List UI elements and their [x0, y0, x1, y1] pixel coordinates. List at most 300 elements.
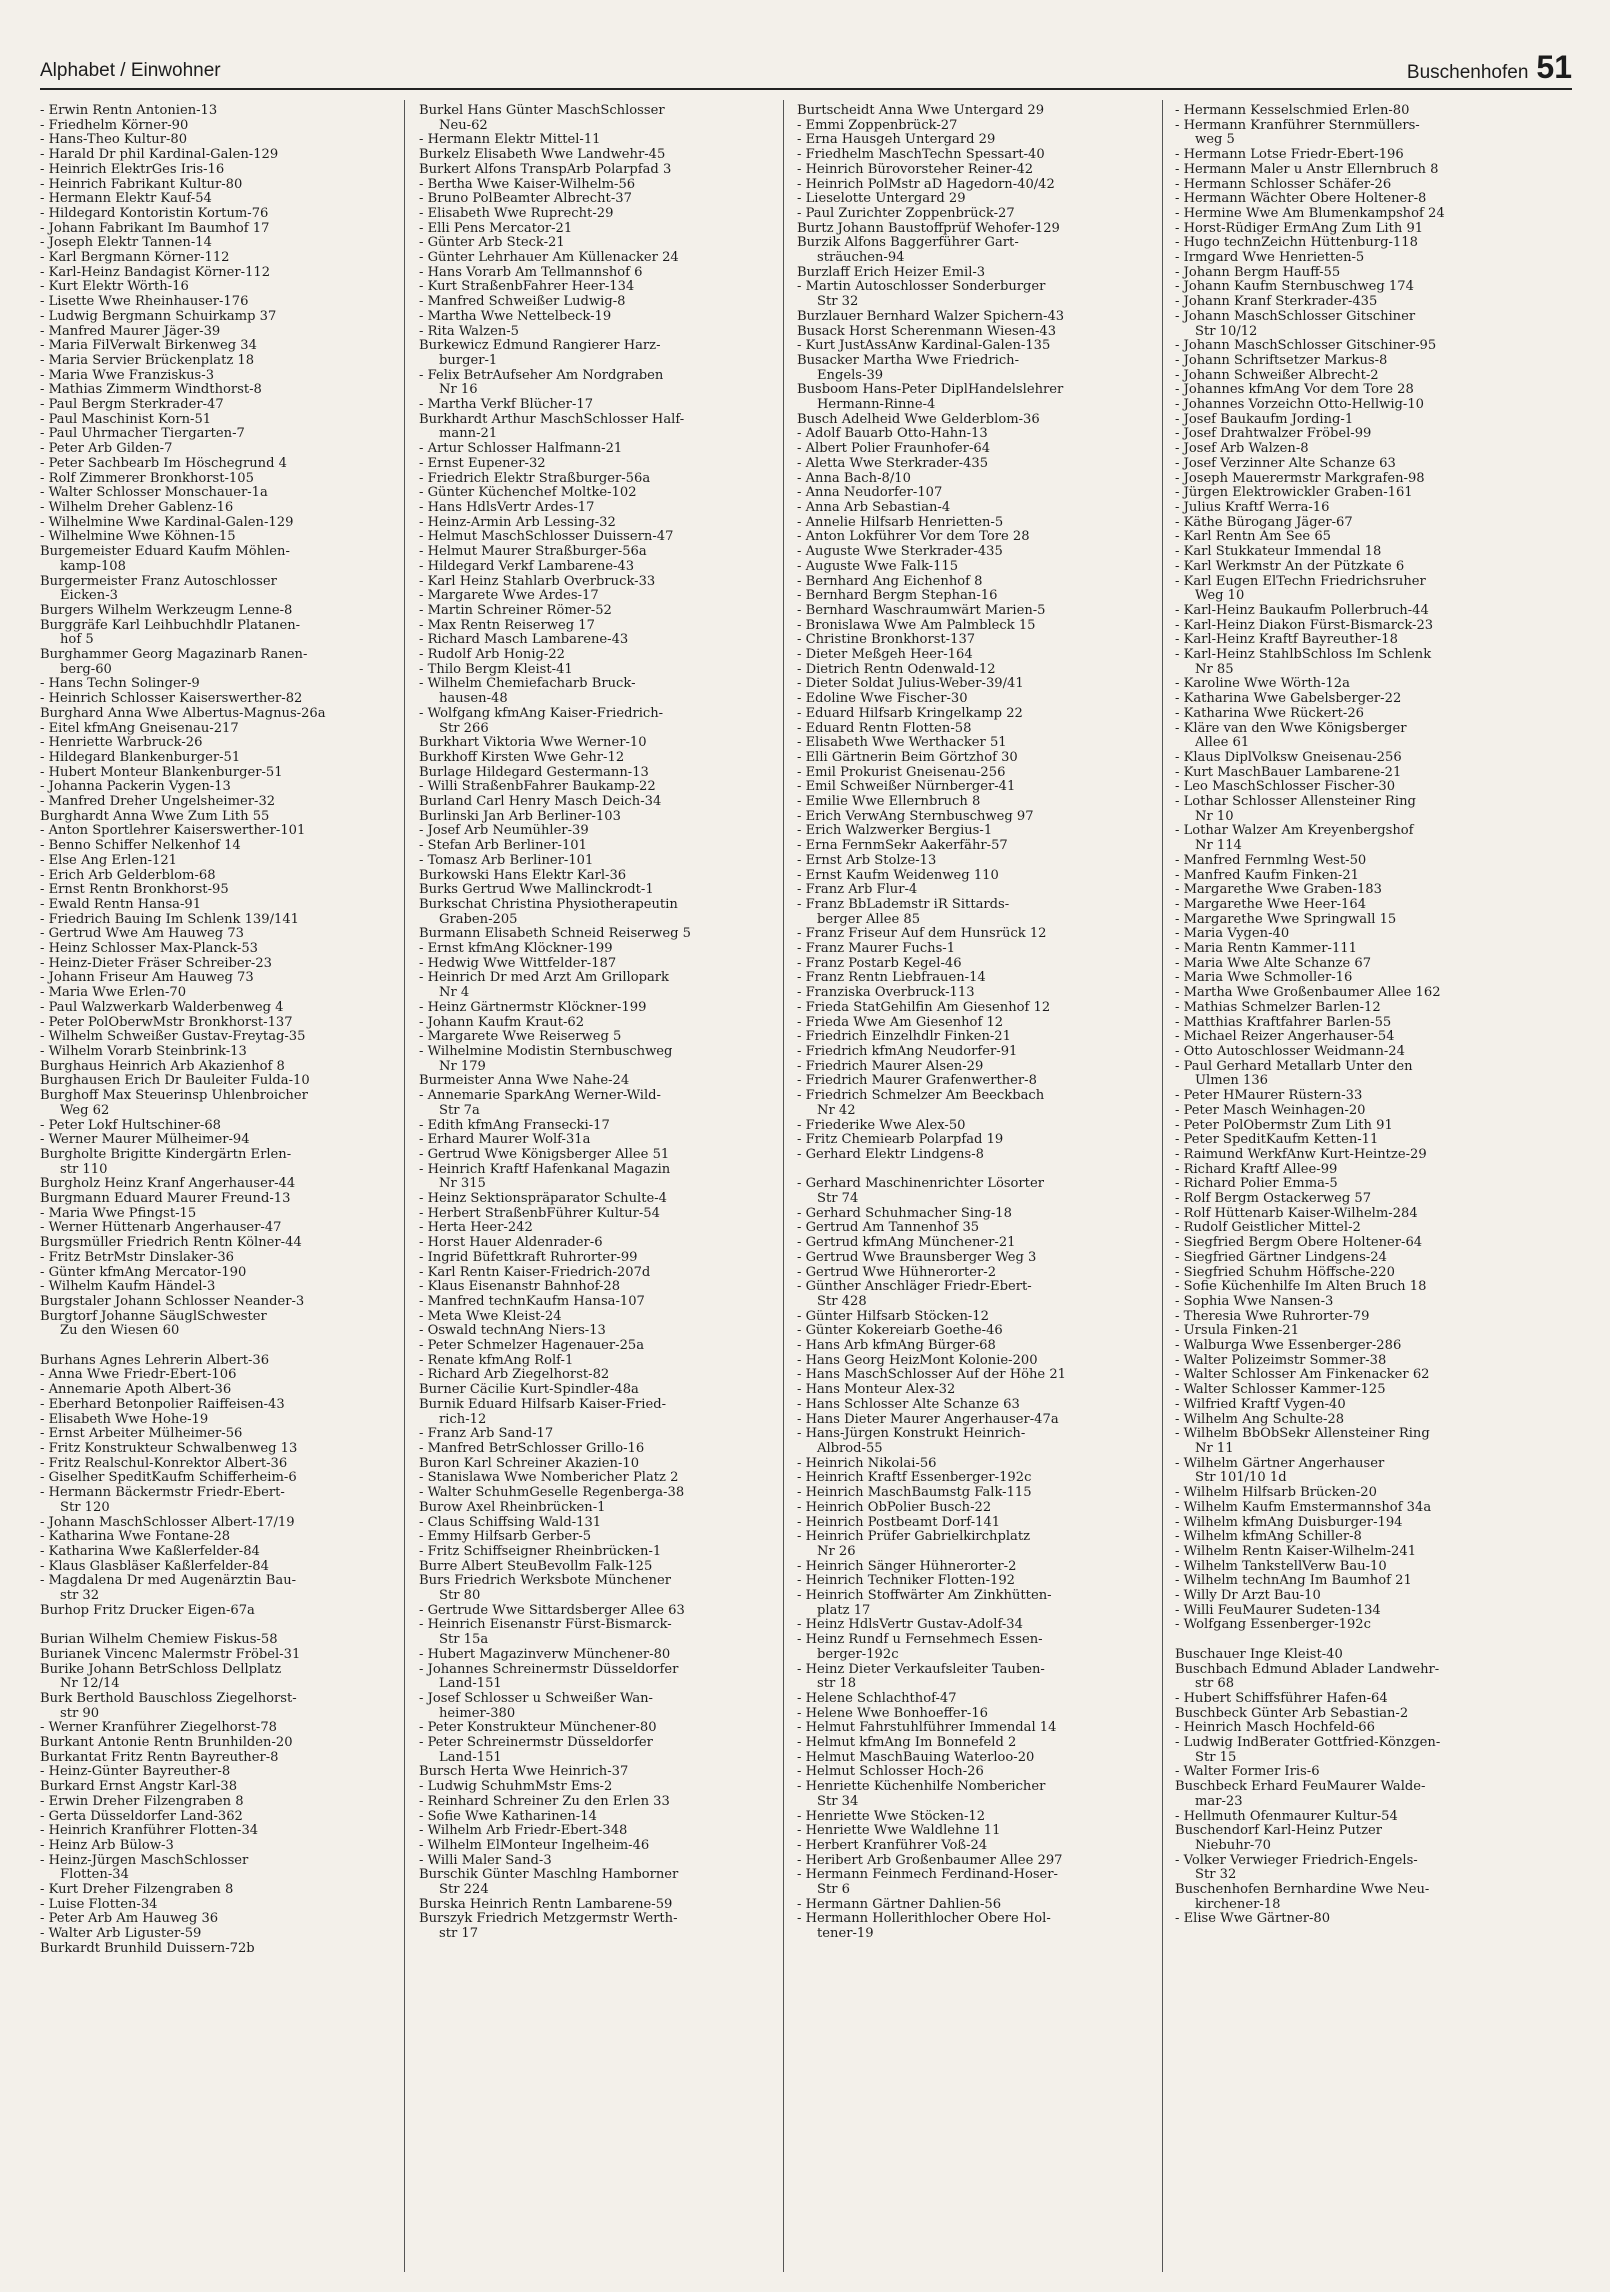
entry-line: - Hermann Elektr Kauf-54	[40, 192, 212, 207]
entry-continuation: burger-1	[439, 353, 498, 368]
entry-line: - Auguste Wwe Sterkrader-435	[797, 545, 1003, 560]
entry-line: - Heinrich Postbeamt Dorf-141	[797, 1515, 1001, 1530]
entry-line: - Heinz Gärtnermstr Klöckner-199	[419, 1000, 647, 1015]
entry-line: - Elisabeth Wwe Ruprecht-29	[419, 206, 614, 221]
entry-line: - Elli Pens Mercator-21	[419, 221, 573, 236]
entry-line: - Meta Wwe Kleist-24	[419, 1309, 562, 1324]
entry-spacer	[797, 1163, 1155, 1178]
entry-line: - Herbert StraßenbFührer Kultur-54	[419, 1206, 660, 1221]
surname-entry: Buschenhofen Bernhardine Wwe Neu-	[1175, 1883, 1430, 1898]
entry-line: - Ernst Kaufm Weidenweg 110	[797, 868, 999, 883]
directory-columns	[40, 104, 1572, 2274]
entry-continuation: Hermann-Rinne-4	[817, 398, 936, 413]
entry-continuation: Neu-62	[439, 118, 488, 133]
entry-line: - Peter Arb Am Hauweg 36	[40, 1912, 219, 1927]
entry-line: - Peter Masch Weinhagen-20	[1175, 1103, 1366, 1118]
entry-line: - Wilhelm Schweißer Gustav-Freytag-35	[40, 1030, 306, 1045]
entry-line: - Johannes Schreinermstr Düsseldorfer	[419, 1662, 679, 1677]
entry-line: - Peter SpeditKaufm Ketten-11	[1175, 1133, 1379, 1148]
entry-line: - Heinrich Kranführer Flotten-34	[40, 1824, 259, 1839]
entry-line: - Peter HMaurer Rüstern-33	[1175, 1089, 1363, 1104]
entry-line: - Hermann Gärtner Dahlien-56	[797, 1897, 1002, 1912]
entry-line: - Richard Masch Lambarene-43	[419, 633, 629, 648]
entry-line: - Wilhelm TankstellVerw Bau-10	[1175, 1559, 1387, 1574]
surname-entry: Burkel Hans Günter MaschSchlosser	[419, 104, 665, 118]
entry-line: - Dietrich Rentn Odenwald-12	[797, 662, 996, 677]
entry-line: - Margarethe Wwe Heer-164	[1175, 897, 1367, 912]
entry-line: - Wilhelmine Modistin Sternbuschweg	[419, 1045, 673, 1059]
entry-line: - Fritz BetrMstr Dinslaker-36	[40, 1250, 235, 1265]
entry-line: - Henriette Wwe Waldlehne 11	[797, 1824, 1001, 1839]
surname-entry: Burghaus Heinrich Arb Akazienhof 8	[40, 1059, 285, 1074]
entry-line: - Joseph Elektr Tannen-14	[40, 236, 212, 251]
entry-line: - Ernst Arbeiter Mülheimer-56	[40, 1427, 243, 1442]
surname-entry: Buschbeck Günter Arb Sebastian-2	[1175, 1706, 1409, 1721]
entry-line: - Hermann Schlosser Schäfer-26	[1175, 177, 1392, 192]
entry-line: - Heinrich MaschBaumstg Falk-115	[797, 1486, 1032, 1501]
entry-line: - Peter Arb Gilden-7	[40, 442, 173, 457]
entry-line: - Günter Kokereiarb Goethe-46	[797, 1324, 1003, 1339]
surname-entry: Burtscheidt Anna Wwe Untergard 29	[797, 104, 1045, 118]
entry-line: - Johann Friseur Am Hauweg 73	[40, 971, 254, 986]
entry-continuation: sträuchen-94	[817, 251, 905, 266]
entry-line: - Johann Schriftsetzer Markus-8	[1175, 353, 1388, 368]
entry-line: - Wilhelm Arb Friedr-Ebert-348	[419, 1824, 628, 1839]
entry-line: - Ingrid Büfettkraft Ruhrorter-99	[419, 1250, 638, 1265]
entry-line: - Katharina Wwe Kaßlerfelder-84	[40, 1544, 260, 1559]
entry-line: - Erna Hausgeh Untergard 29	[797, 133, 996, 148]
entry-continuation: hof 5	[60, 633, 94, 648]
surname-entry: Burland Carl Henry Masch Deich-34	[419, 795, 662, 810]
entry-line: - Richard Polier Emma-5	[1175, 1177, 1338, 1192]
entry-line: - Elisabeth Wwe Werthacker 51	[797, 736, 1007, 751]
entry-line: - Wilhelm kfmAng Duisburger-194	[1175, 1515, 1403, 1530]
entry-line: - Werner Hüttenarb Angerhauser-47	[40, 1221, 282, 1236]
entry-line: - Bernhard Bergm Stephan-16	[797, 589, 998, 604]
surname-entry: Burgers Wilhelm Werkzeugm Lenne-8	[40, 603, 293, 618]
surname-entry: Burs Friedrich Werksbote Münchener	[419, 1574, 671, 1589]
surname-entry: Burkhoff Kirsten Wwe Gehr-12	[419, 750, 625, 765]
surname-entry: Burks Gertrud Wwe Mallinckrodt-1	[419, 883, 654, 898]
entry-continuation: str 68	[1195, 1677, 1235, 1692]
surname-entry: Burkhardt Arthur MaschSchlosser Half-	[419, 412, 685, 427]
entry-line: - Bernhard Waschraumwärt Marien-5	[797, 603, 1046, 618]
surname-entry: Bursch Herta Wwe Heinrich-37	[419, 1765, 629, 1780]
entry-line: - Theresia Wwe Ruhrorter-79	[1175, 1309, 1370, 1324]
entry-line: - Franz Friseur Auf dem Hunsrück 12	[797, 927, 1047, 942]
entry-line: - Peter PolObermstr Zum Lith 91	[1175, 1118, 1393, 1133]
entry-line: - Helmut Fahrstuhlführer Immendal 14	[797, 1721, 1057, 1736]
entry-line: - Heinrich Nikolai-56	[797, 1456, 937, 1471]
entry-line: - Martha Verkf Blücher-17	[419, 398, 594, 413]
entry-line: - Manfred Kaufm Finken-21	[1175, 868, 1359, 883]
entry-line: - Hermann Maler u Anstr Ellernbruch 8	[1175, 162, 1439, 177]
entry-continuation: Str 15	[1195, 1750, 1237, 1765]
entry-line: - Tomasz Arb Berliner-101	[419, 853, 594, 868]
surname-entry: Burmeister Anna Wwe Nahe-24	[419, 1074, 630, 1089]
surname-entry: Burgmann Eduard Maurer Freund-13	[40, 1192, 291, 1207]
entry-continuation: berger-192c	[817, 1647, 899, 1662]
entry-line: - Wilhelm ElMonteur Ingelheim-46	[419, 1838, 650, 1853]
surname-entry: Burgtorf Johanne SäuglSchwester	[40, 1309, 267, 1324]
entry-line: - Claus Schiffsing Wald-131	[419, 1515, 602, 1530]
entry-line: - Karl-Heinz Baukaufm Pollerbruch-44	[1175, 603, 1429, 618]
entry-line: - Karl-Heinz StahlbSchloss Im Schlenk	[1175, 648, 1432, 663]
entry-line: - Wilfried Kraftf Vygen-40	[1175, 1397, 1346, 1412]
entry-line: - Christine Bronkhorst-137	[797, 633, 976, 648]
entry-line: - Ludwig IndBerater Gottfried-Könzgen-	[1175, 1736, 1441, 1751]
surname-entry: Burow Axel Rheinbrücken-1	[419, 1500, 606, 1515]
entry-continuation: mann-21	[439, 427, 498, 442]
entry-line: - Kurt JustAssAnw Kardinal-Galen-135	[797, 339, 1051, 354]
entry-line: - Wilhelm technAng Im Baumhof 21	[1175, 1574, 1412, 1589]
entry-line: - Hermine Wwe Am Blumenkampshof 24	[1175, 206, 1445, 221]
entry-line: - Friedrich Elektr Straßburger-56a	[419, 471, 651, 486]
surname-entry: Burzlaff Erich Heizer Emil-3	[797, 265, 986, 280]
entry-line: - Kurt MaschBauer Lambarene-21	[1175, 765, 1402, 780]
entry-line: - Emil Schweißer Nürnberger-41	[797, 780, 1016, 795]
entry-line: - Franz Maurer Fuchs-1	[797, 942, 956, 957]
entry-continuation: berg-60	[60, 662, 112, 677]
entry-line: - Werner Kranführer Ziegelhorst-78	[40, 1721, 278, 1736]
surname-entry: Burike Johann BetrSchloss Dellplatz	[40, 1662, 282, 1677]
surname-entry: Burtz Johann Baustoffprüf Wehofer-129	[797, 221, 1060, 236]
entry-continuation: Engels-39	[817, 368, 884, 383]
entry-continuation: rich-12	[439, 1412, 487, 1427]
entry-continuation: Nr 12/14	[60, 1677, 120, 1692]
entry-line: - Kläre van den Wwe Königsberger	[1175, 721, 1407, 736]
entry-line: - Hermann Kranführer Sternmüllers-	[1175, 118, 1420, 133]
entry-continuation: Str 224	[439, 1883, 489, 1898]
entry-continuation: Str 10/12	[1195, 324, 1258, 339]
entry-line: - Henriette Küchenhilfe Nombericher	[797, 1780, 1046, 1795]
entry-line: - Friedrich kfmAng Neudorfer-91	[797, 1045, 1018, 1059]
entry-line: - Elise Wwe Gärtner-80	[1175, 1912, 1331, 1927]
entry-line: - Heinrich Fabrikant Kultur-80	[40, 177, 243, 192]
entry-line: - Heinz-Jürgen MaschSchlosser	[40, 1853, 249, 1868]
entry-line: - Gerta Düsseldorfer Land-362	[40, 1809, 243, 1824]
entry-line: - Hans HdlsVertr Ardes-17	[419, 500, 595, 515]
entry-line: - Horst-Rüdiger ErmAng Zum Lith 91	[1175, 221, 1424, 236]
entry-line: - Emmy Hilfsarb Gerber-5	[419, 1530, 592, 1545]
entry-line: - Matthias Kraftfahrer Barlen-55	[1175, 1015, 1392, 1030]
entry-line: - Ursula Finken-21	[1175, 1324, 1300, 1339]
entry-line: - Fritz Konstrukteur Schwalbenweg 13	[40, 1441, 298, 1456]
entry-line: - Hugo technZeichn Hüttenburg-118	[1175, 236, 1418, 251]
entry-line: - Karl Rentn Kaiser-Friedrich-207d	[419, 1265, 651, 1280]
entry-line: - Rudolf Arb Honig-22	[419, 648, 565, 663]
entry-continuation: Str 32	[817, 295, 859, 310]
entry-line: - Josef Drahtwalzer Fröbel-99	[1175, 427, 1372, 442]
entry-line: - Fritz Realschul-Konrektor Albert-36	[40, 1456, 288, 1471]
entry-line: - Franz Rentn Liebfrauen-14	[797, 971, 986, 986]
entry-line: - Maria Rentn Kammer-111	[1175, 942, 1357, 957]
entry-line: - Ludwig Bergmann Schuirkamp 37	[40, 309, 277, 324]
entry-line: - Karl-Heinz Diakon Fürst-Bismarck-23	[1175, 618, 1434, 633]
surname-entry: Burkantat Fritz Rentn Bayreuther-8	[40, 1750, 279, 1765]
entry-line: - Heinrich Stoffwärter Am Zinkhütten-	[797, 1589, 1052, 1604]
entry-line: - Siegfried Bergm Obere Holtener-64	[1175, 1236, 1423, 1251]
entry-line: - Heinrich ObPolier Busch-22	[797, 1500, 992, 1515]
surname-entry: Burre Albert SteuBevollm Falk-125	[419, 1559, 653, 1574]
entry-line: - Siegfried Schuhm Höffsche-220	[1175, 1265, 1395, 1280]
entry-line: - Karl Bergmann Körner-112	[40, 251, 230, 266]
column-1	[40, 104, 398, 2274]
surname-entry: Burszyk Friedrich Metzgermstr Werth-	[419, 1912, 678, 1927]
entry-continuation: Str 266	[439, 721, 489, 736]
entry-line: - Heinrich Eisenanstr Fürst-Bismarck-	[419, 1618, 672, 1633]
surname-entry: Burkewicz Edmund Rangierer Harz-	[419, 339, 661, 354]
column-3	[797, 104, 1155, 2274]
entry-line: - Maria Wwe Alte Schanze 67	[1175, 956, 1372, 971]
column-2	[419, 104, 777, 2274]
entry-line: - Eitel kfmAng Gneisenau-217	[40, 721, 239, 736]
entry-continuation: Land-151	[439, 1750, 502, 1765]
entry-line: - Karl Werkmstr An der Pützkate 6	[1175, 559, 1405, 574]
entry-line: - Rudolf Geistlicher Mittel-2	[1175, 1221, 1361, 1236]
entry-line: - Richard Arb Ziegelhorst-82	[419, 1368, 610, 1383]
entry-line: - Hans Arb kfmAng Bürger-68	[797, 1339, 996, 1354]
entry-line: - Erwin Rentn Antonien-13	[40, 104, 218, 118]
entry-line: - Helmut Schlosser Hoch-26	[797, 1765, 984, 1780]
entry-line: - Hubert Schiffsführer Hafen-64	[1175, 1691, 1388, 1706]
entry-line: - Fritz Schiffseigner Rheinbrücken-1	[419, 1544, 662, 1559]
entry-line: - Wilhelmine Wwe Kardinal-Galen-129	[40, 515, 294, 530]
entry-line: - Wilhelmine Wwe Köhnen-15	[40, 530, 236, 545]
entry-line: - Erwin Dreher Filzengraben 8	[40, 1794, 244, 1809]
surname-entry: Burner Cäcilie Kurt-Spindler-48a	[419, 1383, 639, 1398]
surname-entry: Burzlauer Bernhard Walzer Spichern-43	[797, 309, 1065, 324]
entry-continuation: tener-19	[817, 1927, 874, 1942]
entry-line: - Hermann Elektr Mittel-11	[419, 133, 601, 148]
entry-spacer	[40, 1618, 398, 1633]
entry-line: - Dieter Soldat Julius-Weber-39/41	[797, 677, 1024, 692]
entry-line: - Maria Servier Brückenplatz 18	[40, 353, 255, 368]
entry-line: - Heinz Rundf u Fernsehmech Essen-	[797, 1633, 1043, 1648]
entry-continuation: Flotten-34	[60, 1868, 129, 1883]
surname-entry: Burgholz Heinz Kranf Angerhauser-44	[40, 1177, 296, 1192]
entry-continuation: Str 101/10 1d	[1195, 1471, 1287, 1486]
entry-line: - Erhard Maurer Wolf-31a	[419, 1133, 591, 1148]
section-title: Alphabet / Einwohner	[40, 60, 221, 81]
entry-line: - Heinrich Kraftf Essenberger-192c	[797, 1471, 1032, 1486]
entry-line: - Luise Flotten-34	[40, 1897, 158, 1912]
entry-line: - Heinz-Dieter Fräser Schreiber-23	[40, 956, 273, 971]
entry-line: - Elli Gärtnerin Beim Görtzhof 30	[797, 750, 1018, 765]
entry-line: - Maria Wwe Erlen-70	[40, 986, 187, 1001]
entry-continuation: Nr 315	[439, 1177, 486, 1192]
entry-line: - Walburga Wwe Essenberger-286	[1175, 1339, 1402, 1354]
entry-line: - Sofie Küchenhilfe Im Alten Bruch 18	[1175, 1280, 1427, 1295]
entry-line: - Rita Walzen-5	[419, 324, 520, 339]
surname-entry: Burk Berthold Bauschloss Ziegelhorst-	[40, 1691, 297, 1706]
entry-line: - Kurt StraßenbFahrer Heer-134	[419, 280, 635, 295]
entry-continuation: str 90	[60, 1706, 100, 1721]
entry-continuation: Nr 11	[1195, 1441, 1234, 1456]
entry-line: - Maria Vygen-40	[1175, 927, 1290, 942]
entry-continuation: Str 7a	[439, 1103, 480, 1118]
entry-line: - Erich Arb Gelderblom-68	[40, 868, 216, 883]
entry-continuation: Weg 10	[1195, 589, 1245, 604]
entry-line: - Gertrud Wwe Braunsberger Weg 3	[797, 1250, 1037, 1265]
surname-entry: Burghammer Georg Magazinarb Ranen-	[40, 648, 308, 663]
entry-line: - Gertrud Wwe Königsberger Allee 51	[419, 1147, 670, 1162]
surname-entry: Buschendorf Karl-Heinz Putzer	[1175, 1824, 1382, 1839]
entry-line: - Willi StraßenbFahrer Baukamp-22	[419, 780, 656, 795]
entry-line: - Maria Wwe Pfingst-15	[40, 1206, 197, 1221]
entry-line: - Heinz Dieter Verkaufsleiter Tauben-	[797, 1662, 1045, 1677]
entry-continuation: Str 80	[439, 1589, 481, 1604]
entry-line: - Margarete Wwe Reiserweg 5	[419, 1030, 622, 1045]
entry-continuation: Str 74	[817, 1192, 859, 1207]
entry-continuation: Str 32	[1195, 1868, 1237, 1883]
entry-line: - Reinhard Schreiner Zu den Erlen 33	[419, 1794, 670, 1809]
entry-line: - Franz Arb Flur-4	[797, 883, 918, 898]
entry-line: - Johannes Vorzeichn Otto-Hellwig-10	[1175, 398, 1425, 413]
column-4	[1175, 104, 1535, 2274]
entry-line: - Franz Postarb Kegel-46	[797, 956, 962, 971]
surname-entry: Burkowski Hans Elektr Karl-36	[419, 868, 627, 883]
entry-continuation: Graben-205	[439, 912, 518, 927]
surname-entry: Buschauer Inge Kleist-40	[1175, 1647, 1343, 1662]
entry-line: - Martin Schreiner Römer-52	[419, 603, 612, 618]
entry-line: - Margarethe Wwe Springwall 15	[1175, 912, 1397, 927]
entry-line: - Hellmuth Ofenmaurer Kultur-54	[1175, 1809, 1398, 1824]
entry-line: - Maria Wwe Franziskus-3	[40, 368, 215, 383]
entry-line: - Franziska Overbruck-113	[797, 986, 975, 1001]
page-number: 51	[1536, 49, 1572, 85]
entry-line: - Willy Dr Arzt Bau-10	[1175, 1589, 1321, 1604]
entry-line: - Herta Heer-242	[419, 1221, 533, 1236]
entry-line: - Wilhelm Chemiefacharb Bruck-	[419, 677, 636, 692]
surname-entry: Busacker Martha Wwe Friedrich-	[797, 353, 1020, 368]
entry-line: - Siegfried Gärtner Lindgens-24	[1175, 1250, 1387, 1265]
entry-line: - Wilhelm Dreher Gablenz-16	[40, 500, 234, 515]
entry-line: - Peter Lokf Hultschiner-68	[40, 1118, 222, 1133]
entry-line: - Hubert Monteur Blankenburger-51	[40, 765, 283, 780]
entry-line: - Ernst kfmAng Klöckner-199	[419, 942, 613, 957]
entry-continuation: Nr 42	[817, 1103, 856, 1118]
entry-line: - Klaus DiplVolksw Gneisenau-256	[1175, 750, 1402, 765]
entry-line: - Henriette Wwe Stöcken-12	[797, 1809, 986, 1824]
entry-continuation: Nr 10	[1195, 809, 1234, 824]
entry-line: - Leo MaschSchlosser Fischer-30	[1175, 780, 1396, 795]
entry-continuation: Zu den Wiesen 60	[60, 1324, 180, 1339]
entry-line: - Emmi Zoppenbrück-27	[797, 118, 958, 133]
entry-line: - Walter Schlosser Monschauer-1a	[40, 486, 268, 501]
entry-line: - Martha Wwe Großenbaumer Allee 162	[1175, 986, 1441, 1001]
entry-line: - Otto Autoschlosser Weidmann-24	[1175, 1045, 1405, 1059]
entry-line: - Johann Kaufm Sternbuschweg 174	[1175, 280, 1414, 295]
surname-entry: Burska Heinrich Rentn Lambarene-59	[419, 1897, 673, 1912]
entry-line: - Paul Walzwerkarb Walderbenweg 4	[40, 1000, 284, 1015]
entry-continuation: str 32	[60, 1589, 100, 1604]
entry-line: - Eduard Hilfsarb Kringelkamp 22	[797, 706, 1023, 721]
entry-line: - Mathias Schmelzer Barlen-12	[1175, 1000, 1381, 1015]
entry-spacer	[1175, 1633, 1535, 1648]
entry-line: - Gertrud Wwe Hühnerorter-2	[797, 1265, 997, 1280]
surname-entry: Burschik Günter Maschlng Hamborner	[419, 1868, 679, 1883]
entry-continuation: Nr 85	[1195, 662, 1234, 677]
entry-continuation: hausen-48	[439, 692, 508, 707]
entry-line: - Johann Bergm Hauff-55	[1175, 265, 1341, 280]
entry-line: - Katharina Wwe Gabelsberger-22	[1175, 692, 1402, 707]
entry-line: - Bernhard Ang Eichenhof 8	[797, 574, 983, 589]
entry-line: - Heinz HdlsVertr Gustav-Adolf-34	[797, 1618, 1023, 1633]
surname-entry: Burlinski Jan Arb Berliner-103	[419, 809, 621, 824]
page-header	[40, 48, 1572, 90]
entry-line: - Hermann Lotse Friedr-Ebert-196	[1175, 148, 1404, 163]
entry-line: - Harald Dr phil Kardinal-Galen-129	[40, 148, 279, 163]
entry-line: - Hans Techn Solinger-9	[40, 677, 200, 692]
entry-line: - Johanna Packerin Vygen-13	[40, 780, 231, 795]
entry-line: - Raimund WerkfAnw Kurt-Heintze-29	[1175, 1147, 1427, 1162]
entry-line: - Eduard Rentn Flotten-58	[797, 721, 972, 736]
entry-line: - Albert Polier Fraunhofer-64	[797, 442, 991, 457]
entry-line: - Manfred BetrSchlosser Grillo-16	[419, 1441, 645, 1456]
surname-entry: Burkant Antonie Rentn Brunhilden-20	[40, 1736, 293, 1751]
entry-line: - Erich VerwAng Sternbuschweg 97	[797, 809, 1034, 824]
entry-line: - Anton Sportlehrer Kaiserswerther-101	[40, 824, 306, 839]
surname-entry: Burhop Fritz Drucker Eigen-67a	[40, 1603, 255, 1618]
entry-line: - Josef Baukaufm Jording-1	[1175, 412, 1354, 427]
surname-entry: Burnik Eduard Hilfsarb Kaiser-Fried-	[419, 1397, 666, 1412]
entry-line: - Franz BbLademstr iR Sittards-	[797, 897, 1010, 912]
entry-continuation: Nr 179	[439, 1059, 486, 1074]
entry-line: - Hans Monteur Alex-32	[797, 1383, 956, 1398]
entry-line: - Jürgen Elektrowickler Graben-161	[1175, 486, 1413, 501]
entry-line: - Peter Sachbearb Im Höschegrund 4	[40, 456, 287, 471]
entry-line: - Wolfgang kfmAng Kaiser-Friedrich-	[419, 706, 664, 721]
entry-line: - Martin Autoschlosser Sonderburger	[797, 280, 1046, 295]
entry-line: - Gerhard Schuhmacher Sing-18	[797, 1206, 1012, 1221]
entry-line: - Hans-Theo Kultur-80	[40, 133, 188, 148]
entry-line: - Gertrud Am Tannenhof 35	[797, 1221, 980, 1236]
entry-line: - Johann MaschSchlosser Gitschiner-95	[1175, 339, 1437, 354]
surname-entry: Burkschat Christina Physiotherapeutin	[419, 897, 678, 912]
surname-entry: Burkelz Elisabeth Wwe Landwehr-45	[419, 148, 666, 163]
entry-line: - Paul Bergm Sterkrader-47	[40, 398, 224, 413]
entry-line: - Julius Kraftf Werra-16	[1175, 500, 1330, 515]
entry-line: - Wilhelm Ang Schulte-28	[1175, 1412, 1345, 1427]
entry-line: - Erna FernmSekr Aakerfähr-57	[797, 839, 1008, 854]
entry-line: - Wilhelm Vorarb Steinbrink-13	[40, 1045, 247, 1059]
entry-line: - Sophia Wwe Nansen-3	[1175, 1294, 1334, 1309]
entry-continuation: str 110	[60, 1162, 108, 1177]
entry-line: - Käthe Bürogang Jäger-67	[1175, 515, 1353, 530]
surname-entry: Burgsmüller Friedrich Rentn Kölner-44	[40, 1236, 302, 1251]
entry-line: - Lothar Walzer Am Kreyenbergshof	[1175, 824, 1414, 839]
entry-line: - Hermann Kesselschmied Erlen-80	[1175, 104, 1410, 118]
entry-line: - Ludwig SchuhmMstr Ems-2	[419, 1780, 613, 1795]
entry-line: - Thilo Bergm Kleist-41	[419, 662, 573, 677]
entry-line: - Walter Schlosser Kammer-125	[1175, 1383, 1386, 1398]
entry-line: - Else Ang Erlen-121	[40, 853, 177, 868]
entry-line: - Werner Maurer Mülheimer-94	[40, 1133, 250, 1148]
entry-line: - Emil Prokurist Gneisenau-256	[797, 765, 1006, 780]
entry-line: - Oswald technAng Niers-13	[419, 1324, 606, 1339]
entry-line: - Johann Schweißer Albrecht-2	[1175, 368, 1379, 383]
entry-line: - Hans Vorarb Am Tellmannshof 6	[419, 265, 643, 280]
surname-entry: Burmann Elisabeth Schneid Reiserweg 5	[419, 927, 692, 942]
entry-line: - Günter Arb Steck-21	[419, 236, 565, 251]
running-head	[1407, 49, 1572, 86]
surname-entry: Burkert Alfons TranspArb Polarpfad 3	[419, 162, 672, 177]
entry-line: - Frieda StatGehilfin Am Giesenhof 12	[797, 1000, 1051, 1015]
entry-line: - Erich Walzwerker Bergius-1	[797, 824, 993, 839]
entry-line: - Ewald Rentn Hansa-91	[40, 897, 202, 912]
entry-line: - Hedwig Wwe Wittfelder-187	[419, 956, 617, 971]
